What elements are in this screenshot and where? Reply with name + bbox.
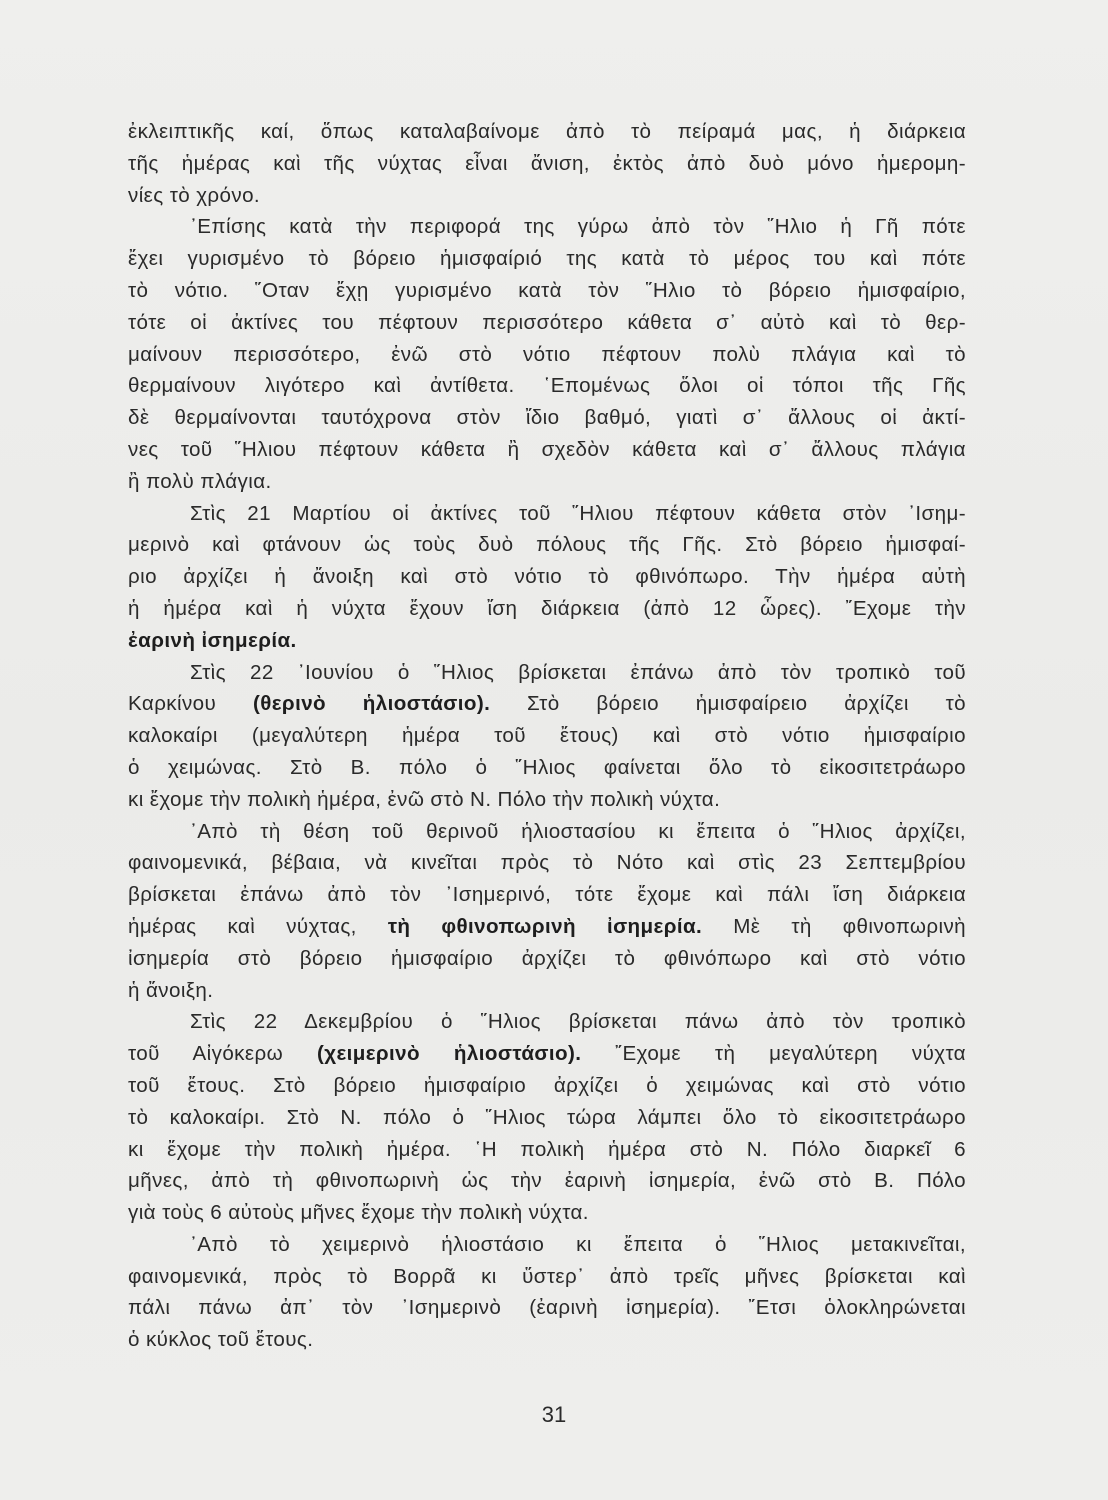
- text-line: [128, 911, 966, 943]
- page-number: 31: [541, 1402, 567, 1427]
- text-line: νες τοῦ ῞Ηλιου πέφτουν κάθετα ἢ σχεδὸν κάθετα καὶ σ᾿ ἄλλους πλάγια: [128, 437, 966, 461]
- text-line: ἡ ἡμέρα καὶ ἡ νύχτα ἔχουν ἴση διάρκεια (ἀπὸ 12 ὧρες). ῎Εχομε τὴν: [128, 596, 966, 620]
- text-line: καλοκαίρι (μεγαλύτερη ἡμέρα τοῦ ἔτους) καὶ στὸ νότιο ἡμισφαίριο: [128, 724, 966, 748]
- text-line: μῆνες, ἀπὸ τὴ φθινοπωρινὴ ὡς τὴν ἐαρινὴ ἰσημερία, ἐνῶ στὸ Β. Πόλο: [128, 1169, 966, 1193]
- text-line: βρίσκεται ἐπάνω ἀπὸ τὸν ᾿Ισημερινό, τότε ἔχομε καὶ πάλι ἴση διάρκεια: [128, 883, 966, 907]
- text-line: [128, 688, 966, 720]
- text-run: τοῦ Αἰγόκερω: [128, 1042, 284, 1066]
- term-summer-solstice: (θερινὸ ἡλιοστάσιο).: [252, 692, 491, 716]
- term-spring-equinox: ἐαρινὴ ἰσημερία.: [128, 628, 297, 652]
- text-line: Στὶς 22 Δεκεμβρίου ὁ ῞Ηλιος βρίσκεται πάνω ἀπὸ τὸν τροπικὸ: [190, 1010, 966, 1034]
- text-line: ἢ πολὺ πλάγια.: [128, 469, 272, 493]
- text-line: φαινομενικά, βέβαια, νὰ κινεῖται πρὸς τὸ Νότο καὶ στὶς 23 Σεπτεμβρίου: [128, 851, 966, 875]
- text-line: τὸ νότιο. ῞Οταν ἔχῃ γυρισμένο κατὰ τὸν ῞Ηλιο τὸ βόρειο ἡμισφαίριο,: [128, 278, 966, 302]
- text-line: δὲ θερμαίνονται ταυτόχρονα στὸν ἴδιο βαθμό, γιατὶ σ᾿ ἄλλους οἱ ἀκτί-: [128, 406, 966, 430]
- text-line: Στὶς 22 ᾿Ιουνίου ὁ ῞Ηλιος βρίσκεται ἐπάνω ἀπὸ τὸν τροπικὸ τοῦ: [190, 660, 966, 684]
- text-run: Στὸ βόρειο ἡμισφαίρειο ἀρχίζει τὸ: [527, 692, 966, 716]
- text-line: φαινομενικά, πρὸς τὸ Βορρᾶ κι ὕστερ᾿ ἀπὸ τρεῖς μῆνες βρίσκεται καὶ: [128, 1264, 966, 1288]
- text-line: γιὰ τοὺς 6 αὐτοὺς μῆνες ἔχομε τὴν πολικὴ νύχτα.: [128, 1201, 589, 1225]
- text-line: ὁ κύκλος τοῦ ἔτους.: [128, 1328, 314, 1352]
- term-autumn-equinox: τὴ φθινοπωρινὴ ἰσημερία.: [387, 914, 703, 938]
- text-line: πάλι πάνω ἀπ᾿ τὸν ᾿Ισημερινὸ (ἐαρινὴ ἰσημερία). ῎Ετσι ὁλοκληρώνεται: [128, 1296, 966, 1320]
- text-line: κι ἔχομε τὴν πολικὴ ἡμέρα, ἐνῶ στὸ Ν. Πόλο τὴν πολικὴ νύχτα.: [128, 787, 721, 811]
- text-line: θερμαίνουν λιγότερο καὶ ἀντίθετα. ῾Επομένως ὅλοι οἱ τόποι τῆς Γῆς: [128, 374, 966, 398]
- text-line: τότε οἱ ἀκτίνες του πέφτουν περισσότερο κάθετα σ᾿ αὐτὸ καὶ τὸ θερ-: [128, 310, 966, 334]
- text-run: Καρκίνου: [128, 692, 217, 716]
- term-winter-solstice: (χειμερινὸ ἡλιοστάσιο).: [316, 1042, 582, 1066]
- text-line: τοῦ ἔτους. Στὸ βόρειο ἡμισφαίριο ἀρχίζει ὁ χειμώνας καὶ στὸ νότιο: [128, 1073, 966, 1097]
- text-line: νίες τὸ χρόνο.: [128, 183, 261, 207]
- text-run: Μὲ τὴ φθινοπωρινὴ: [733, 914, 966, 938]
- text-line: ριο ἀρχίζει ἡ ἄνοιξη καὶ στὸ νότιο τὸ φθινόπωρο. Τὴν ἡμέρα αὐτὴ: [128, 565, 966, 589]
- text-line: ἡ ἄνοιξη.: [128, 978, 214, 1002]
- text-line: ἐκλειπτικῆς καί, ὅπως καταλαβαίνομε ἀπὸ τὸ πείραμά μας, ἡ διάρκεια: [128, 120, 966, 143]
- text-line: μαίνουν περισσότερο, ἐνῶ στὸ νότιο πέφτουν πολὺ πλάγια καὶ τὸ: [128, 342, 966, 366]
- text-line: Στὶς 21 Μαρτίου οἱ ἀκτίνες τοῦ ῞Ηλιου πέφτουν κάθετα στὸν ᾿Ισημ-: [190, 501, 966, 525]
- text-line: ᾿Επίσης κατὰ τὴν περιφορά της γύρω ἀπὸ τὸν ῞Ηλιο ἡ Γῆ πότε: [190, 215, 966, 239]
- text-line: ἰσημερία στὸ βόρειο ἡμισφαίριο ἀρχίζει τὸ φθινόπωρο καὶ στὸ νότιο: [128, 946, 966, 970]
- text-run: ῎Εχομε τὴ μεγαλύτερη νύχτα: [615, 1042, 966, 1066]
- text-line: τὸ καλοκαίρι. Στὸ Ν. πόλο ὁ ῞Ηλιος τώρα λάμπει ὅλο τὸ εἰκοσιτετράωρο: [128, 1105, 966, 1129]
- page-body-text: [128, 116, 966, 1356]
- text-run: ἡμέρας καὶ νύχτας,: [128, 914, 357, 938]
- text-line: ὁ χειμώνας. Στὸ Β. πόλο ὁ ῞Ηλιος φαίνεται ὅλο τὸ εἰκοσιτετράωρο: [128, 755, 966, 779]
- text-line: κι ἔχομε τὴν πολικὴ ἡμέρα. ῾Η πολικὴ ἡμέρα στὸ Ν. Πόλο διαρκεῖ 6: [128, 1137, 966, 1161]
- text-line: ᾿Απὸ τὴ θέση τοῦ θερινοῦ ἡλιοστασίου κι ἔπειτα ὁ ῞Ηλιος ἀρχίζει,: [190, 819, 966, 843]
- text-line: [128, 1038, 966, 1070]
- text-line: μερινὸ καὶ φτάνουν ὡς τοὺς δυὸ πόλους τῆς Γῆς. Στὸ βόρειο ἡμισφαί-: [128, 533, 966, 557]
- text-line: ᾿Απὸ τὸ χειμερινὸ ἡλιοστάσιο κι ἔπειτα ὁ ῞Ηλιος μετακινεῖται,: [190, 1232, 966, 1256]
- text-line: ἔχει γυρισμένο τὸ βόρειο ἡμισφαίριό της κατὰ τὸ μέρος του καὶ πότε: [128, 247, 966, 271]
- text-line: τῆς ἡμέρας καὶ τῆς νύχτας εἶναι ἄνιση, ἐκτὸς ἀπὸ δυὸ μόνο ἡμερομη-: [128, 151, 966, 175]
